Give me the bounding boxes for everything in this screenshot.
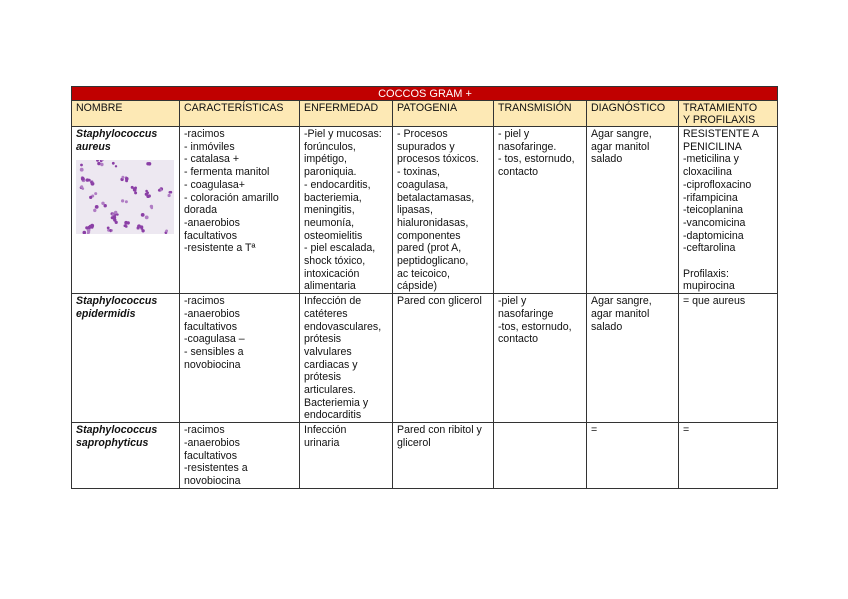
cell-line: valvulares [304,345,352,358]
cell-line: Profilaxis: [683,267,729,280]
cell-line: -ciprofloxacino [683,178,752,191]
cocci-table [71,86,778,489]
cell-line: supurados y [397,140,455,153]
organism-name-cell [72,423,180,489]
table-row [72,294,778,423]
cell-line: impétigo, [304,153,347,166]
cell-line: contacto [498,333,539,346]
cell-line: - coagulasa+ [184,178,245,191]
cell-line: Infección [304,424,347,437]
cell-line: facultativos [184,229,237,242]
cell-line: agar manitol [591,140,650,153]
cell-line: -resistente a Tª [184,242,256,255]
cell-line: novobiocina [184,358,241,371]
header-tratamiento-line: TRATAMIENTO [683,102,758,114]
header-nombre: NOMBRE [72,101,180,127]
cell-line: facultativos [184,449,237,462]
cell-line: meningitis, [304,204,355,217]
organism-name-cell [72,294,180,423]
cell-line: novobiocina [184,474,241,487]
cell-line: paroniquia. [304,166,357,179]
cell-line: = que aureus [683,295,746,308]
cell-line: glicerol [397,436,431,449]
cell-line: neumonía, [304,216,355,229]
bacteria-micrograph-icon [76,160,174,234]
cell-line: - coloración amarillo [184,191,279,204]
cell-line: osteomielitis [304,229,363,242]
cell-line: betalactamasas, [397,191,475,204]
cell-line: -piel y [498,295,527,308]
cell-line: - piel y [498,128,530,140]
cell-line: Agar sangre, [591,295,652,308]
cell-caracteristicas [180,127,300,294]
cell-line: RESISTENTE A [683,128,759,140]
cell-line: -teicoplanina [683,204,744,217]
cell-line: dorada [184,204,217,217]
cell-line: forúnculos, [304,140,356,153]
cell-line: Infección de [304,295,362,308]
cell-tratamiento [679,423,778,489]
cell-line: -racimos [184,424,225,437]
organism-name-cell [72,127,180,294]
header-enfermedad: ENFERMEDAD [300,101,393,127]
cell-patogenia [393,423,494,489]
cell-line: = [591,424,598,437]
cell-line: -anaerobios [184,436,240,449]
cell-line: coagulasa, [397,178,449,191]
cell-line: -vancomicina [683,216,746,229]
cell-transmision [494,423,587,489]
table-row [72,127,778,294]
cell-line: hialuronidasas, [397,216,469,229]
header-patogenia: PATOGENIA [393,101,494,127]
cell-line: endocarditis [304,409,362,422]
organism-name: saprophyticus [76,436,149,449]
cell-line: -resistentes a [184,462,248,475]
cell-line: -coagulasa – [184,333,245,346]
cell-line: alimentaria [304,280,356,293]
organism-name: Staphylococcus [76,424,158,437]
cell-line: cápside) [397,280,438,293]
cell-line: -anaerobios [184,216,240,229]
cell-line: -rifampicina [683,191,738,204]
table-row [72,423,778,489]
cell-line: -meticilina y [683,153,739,166]
cell-line: agar manitol [591,307,650,320]
cell-line: - sensibles a [184,345,244,358]
cell-line: prótesis [304,333,342,346]
cell-line: - catalasa + [184,153,240,166]
cell-line: -racimos [184,295,225,308]
cell-line: - tos, estornudo, [498,153,575,166]
cell-line: - endocarditis, [304,178,371,191]
cell-line: intoxicación [304,267,360,280]
cell-line: componentes [397,229,461,242]
cell-line: peptidoglicano, [397,255,469,268]
cell-line: Agar sangre, [591,128,652,140]
cell-line: = [683,424,690,437]
cell-line: nasofaringe. [498,140,557,153]
cell-enfermedad [300,423,393,489]
cell-line: Pared con ribitol y [397,424,482,437]
cell-caracteristicas [180,423,300,489]
cell-line: ac teicoico, [397,267,450,280]
cell-line: procesos tóxicos. [397,153,479,166]
header-transmision: TRANSMISIÓN [494,101,587,127]
cell-line: catéteres [304,307,348,320]
cell-line: prótesis [304,371,342,384]
cell-caracteristicas [180,294,300,423]
cell-enfermedad [300,127,393,294]
header-caracteristicas: CARACTERÍSTICAS [180,101,300,127]
cell-line: facultativos [184,320,237,333]
cell-diagnostico [587,294,679,423]
cell-line: urinaria [304,436,340,449]
cell-line: - toxinas, [397,166,440,179]
cell-line: endovasculares, [304,320,382,333]
cell-line: mupirocina [683,280,735,293]
cell-line: - fermenta manitol [184,166,270,179]
cell-diagnostico [587,423,679,489]
cell-line: Bacteriemia y [304,396,369,409]
cell-patogenia [393,294,494,423]
cell-line: bacteriemia, [304,191,362,204]
header-diagnostico: DIAGNÓSTICO [587,101,679,127]
header-tratamiento-line: Y PROFILAXIS [683,114,756,126]
cell-line: contacto [498,166,539,179]
cell-tratamiento [679,294,778,423]
cell-tratamiento [679,127,778,294]
cell-line: -daptomicina [683,229,744,242]
cell-line: - inmóviles [184,140,235,153]
cell-line: PENICILINA [683,140,742,153]
cell-line: lipasas, [397,204,433,217]
cell-line: -tos, estornudo, [498,320,572,333]
cell-line: nasofaringe [498,307,554,320]
cell-line: -ceftarolina [683,242,736,255]
cell-diagnostico [587,127,679,294]
organism-name: epidermidis [76,307,136,320]
cell-line: salado [591,153,623,166]
cell-line: shock tóxico, [304,255,366,268]
cell-line: -Piel y mucosas: [304,128,382,140]
cell-line: - piel escalada, [304,242,376,255]
table-title-row [72,87,778,101]
header-tratamiento [679,101,778,127]
cell-patogenia [393,127,494,294]
cell-enfermedad [300,294,393,423]
cell-line: salado [591,320,623,333]
cell-line: pared (prot A, [397,242,462,255]
organism-name: aureus [76,140,111,153]
cell-line: articulares. [304,384,356,397]
cell-line [683,255,774,268]
organism-name: Staphylococcus [76,128,158,140]
cell-transmision [494,294,587,423]
cell-line: -anaerobios [184,307,240,320]
cell-line: -racimos [184,128,225,140]
table-title: COCCOS GRAM + [72,87,778,101]
cell-line: - Procesos [397,128,448,140]
organism-name: Staphylococcus [76,295,158,308]
cell-line: cloxacilina [683,166,732,179]
header-row [72,101,778,127]
cell-transmision [494,127,587,294]
cell-line: Pared con glicerol [397,295,482,308]
cell-line: cardiacas y [304,358,358,371]
